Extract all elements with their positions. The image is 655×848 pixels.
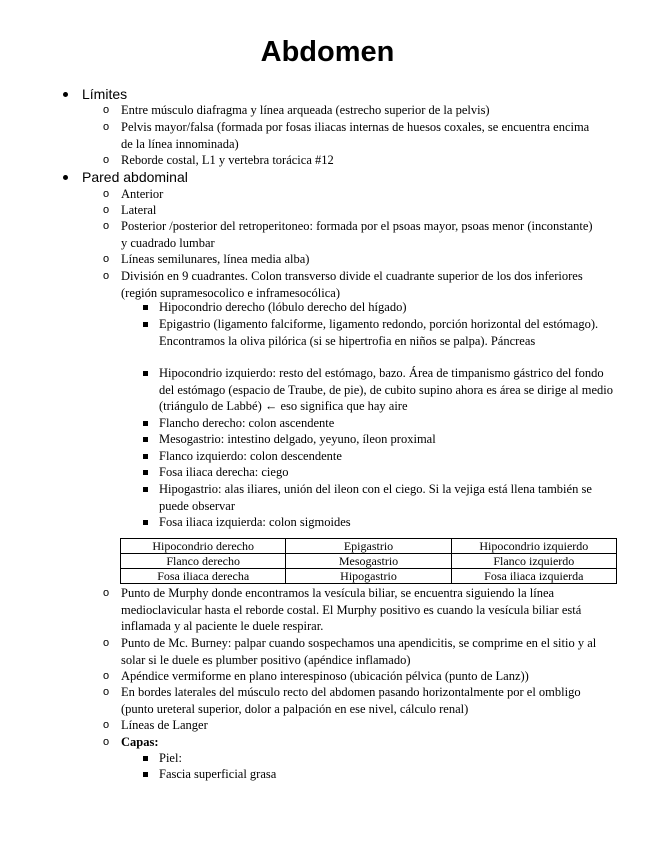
table-cell: Hipogastrio [286,569,451,584]
circle-bullet-icon: o [103,587,110,599]
table-cell: Fosa iliaca derecha [121,569,286,584]
square-bullet-icon [143,772,148,777]
list-item: Hipocondrio izquierdo: resto del estómago, bazo. Área de timpanismo gástrico del fondo del estómago (espacio de Traube, de pie), de cubito supino ahora es área se dirige al medio (triángulo de Labbé) ← eso significa que hay aire [159,366,614,413]
square-bullet-icon [143,487,148,492]
square-bullet-icon [143,470,148,475]
square-bullet-icon [143,322,148,327]
list-item: Punto de Murphy donde encontramos la vesícula biliar, se encuentra siguiendo la línea medioclavicular hasta el reborde costal. El Murphy positivo es cuando la vesícula biliar está inflamada y al paciente le duele respirar. [121,586,582,633]
page-title: Abdomen [260,36,395,68]
list-item: Líneas semilunares, línea media alba) [121,252,310,266]
circle-bullet-icon: o [103,154,110,166]
list-item: Flanco izquierdo: colon descendente [159,449,342,463]
table-cell: Hipocondrio izquierdo [451,539,616,554]
list-item: Pelvis mayor/falsa (formada por fosas iliacas internas de huesos coxales, se encuentra encima de la línea innominada) [121,120,590,151]
table-cell: Flanco derecho [121,554,286,569]
square-bullet-icon [143,756,148,761]
section-heading-limites: Límites [82,86,128,102]
list-item: Fosa iliaca izquierda: colon sigmoides [159,515,351,529]
list-item: Posterior /posterior del retroperitoneo: formada por el psoas mayor, psoas menor (inconstante) y cuadrado lumbar [121,219,593,250]
list-item: Piel: [159,751,182,765]
circle-bullet-icon: o [103,270,110,282]
list-item: Reborde costal, L1 y vertebra torácica #12 [121,153,334,167]
circle-bullet-icon: o [103,736,110,748]
list-item: Hipocondrio derecho (lóbulo derecho del hígado) [159,300,407,314]
list-item: Hipogastrio: alas iliares, unión del ileon con el ciego. Si la vejiga está llena también se puede observar [159,482,592,513]
circle-bullet-icon: o [103,253,110,265]
circle-bullet-icon: o [103,637,110,649]
table-row [121,539,617,554]
capas-heading: Capas: [121,735,159,749]
list-item: Flancho derecho: colon ascendente [159,416,335,430]
list-item: Punto de Mc. Burney: palpar cuando sospechamos una apendicitis, se comprime en el sitio y al solar si le duele es plumber positivo (apéndice inflamado) [121,636,597,667]
list-item: Epigastrio (ligamento falciforme, ligamento redondo, porción horizontal del estómago). Encontramos la oliva pilórica (si se hipertrofia en niños se palpa). Páncreas [159,317,599,348]
square-bullet-icon [143,437,148,442]
square-bullet-icon [143,421,148,426]
table-row [121,569,617,584]
circle-bullet-icon: o [103,719,110,731]
square-bullet-icon [143,454,148,459]
list-item: Entre músculo diafragma y línea arqueada (estrecho superior de la pelvis) [121,103,490,117]
circle-bullet-icon: o [103,670,110,682]
table-cell: Hipocondrio derecho [121,539,286,554]
square-bullet-icon [143,305,148,310]
quadrants-table [120,538,617,584]
list-item: División en 9 cuadrantes. Colon transverso divide el cuadrante superior de los dos inferiores (región supramesocolico e inframesocólica) [121,269,583,300]
table-cell: Epigastrio [286,539,451,554]
list-item: Apéndice vermiforme en plano interespinoso (ubicación pélvica (punto de Lanz)) [121,669,529,683]
list-item: En bordes laterales del músculo recto del abdomen pasando horizontalmente por el ombligo (punto ureteral superior, dolor a palpación en ese nivel, cálculo renal) [121,685,581,716]
list-item: Fascia superficial grasa [159,767,277,781]
list-item: Líneas de Langer [121,718,208,732]
circle-bullet-icon: o [103,204,110,216]
circle-bullet-icon: o [103,220,110,232]
square-bullet-icon [143,520,148,525]
square-bullet-icon [143,371,148,376]
circle-bullet-icon: o [103,188,110,200]
table-cell: Fosa iliaca izquierda [451,569,616,584]
table-cell: Mesogastrio [286,554,451,569]
table-cell: Flanco izquierdo [451,554,616,569]
table-row [121,554,617,569]
list-item: Fosa iliaca derecha: ciego [159,465,289,479]
circle-bullet-icon: o [103,104,110,116]
section-heading-pared: Pared abdominal [82,169,188,185]
circle-bullet-icon: o [103,686,110,698]
bullet-icon [63,92,68,97]
list-item: Mesogastrio: intestino delgado, yeyuno, íleon proximal [159,432,436,446]
circle-bullet-icon: o [103,121,110,133]
list-item: Anterior [121,187,164,201]
bullet-icon [63,175,68,180]
list-item: Lateral [121,203,157,217]
